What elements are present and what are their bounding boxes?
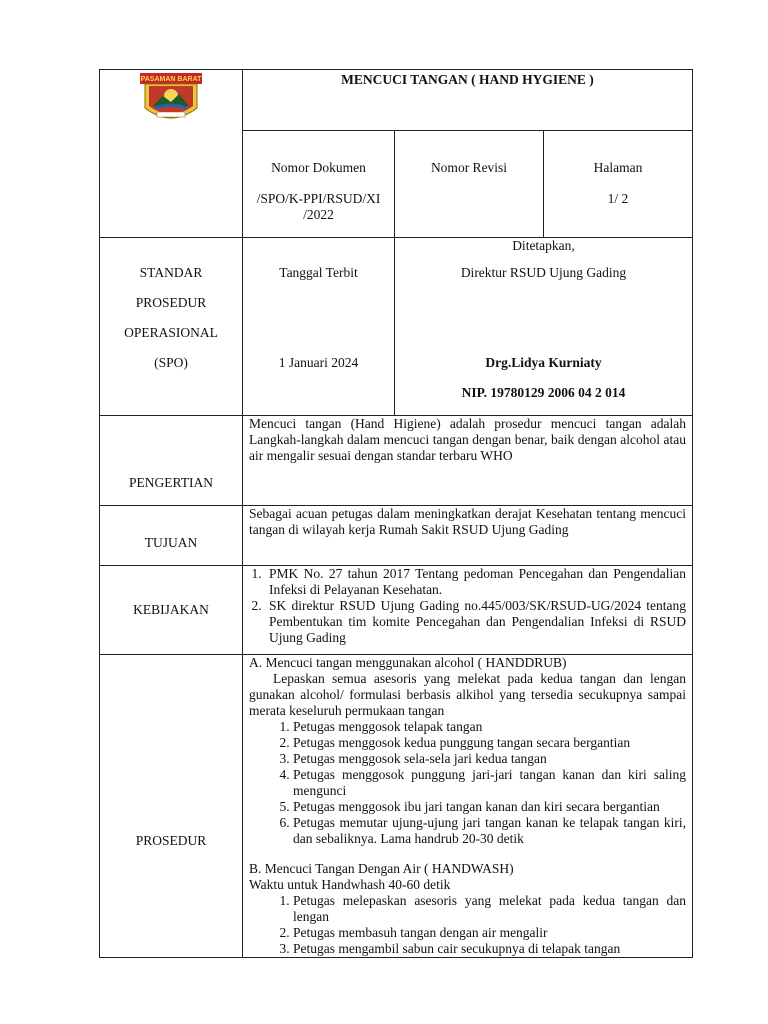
list-item: 1. Petugas melepaskan asesoris yang melekat pada kedua tangan dan lengan [293, 893, 686, 925]
prosedur-a-list [249, 719, 686, 847]
list-item: 1. Petugas menggosok telapak tangan [293, 719, 686, 735]
tujuan-label: TUJUAN [100, 506, 243, 566]
logo-cell [100, 70, 243, 238]
spo-label-cell [100, 238, 243, 416]
prosedur-a-title: A. Mencuci tangan menggunakan alcohol ( HANDDRUB) [249, 655, 567, 670]
tanggal-terbit-label: Tanggal Terbit [279, 265, 358, 280]
pengertian-text: Mencuci tangan (Hand Higiene) adalah prosedur mencuci tangan adalah Langkah-langkah dalam mencuci tangan dengan benar, baik dengan alcohol atau air mengalir sesuai dengan standar terbaru WHO [243, 416, 693, 506]
prosedur-b-list [249, 893, 686, 957]
list-item: 3. Petugas mengambil sabun cair secukupnya di telapak tangan [293, 941, 686, 957]
svg-text:PASAMAN BARAT: PASAMAN BARAT [140, 76, 202, 83]
tanggal-terbit-value: 1 Januari 2024 [278, 355, 359, 370]
prosedur-label: PROSEDUR [100, 655, 243, 958]
list-item: 2. SK direktur RSUD Ujung Gading no.445/003/SK/RSUD-UG/2024 tentang Pembentukan tim komite Pencegahan dan Pengendalian Infeksi di RSUD Ujung Gading [265, 598, 686, 646]
pasaman-barat-logo [139, 72, 203, 126]
pengesahan-cell [395, 238, 693, 416]
kebijakan-content [243, 566, 693, 655]
spo-line-operasional: OPERASIONAL [124, 325, 218, 340]
nomor-dokumen-label: Nomor Dokumen [271, 160, 366, 175]
prosedur-a-intro: Lepaskan semua asesoris yang melekat pada kedua tangan dan lengan gunakan alcohol/ formulasi berbasis alkihol yang tersedia secukupnya sampai merata keseluruh permukaan tangan [249, 671, 686, 718]
kebijakan-list [243, 566, 692, 646]
prosedur-content [243, 655, 693, 958]
list-item: 2. Petugas membasuh tangan dengan air mengalir [293, 925, 686, 941]
halaman-cell [544, 131, 693, 238]
nomor-dokumen-value: /SPO/K-PPI/RSUD/XI [256, 191, 381, 206]
spo-table [99, 69, 693, 958]
pengertian-label: PENGERTIAN [100, 416, 243, 506]
nomor-dokumen-value-cont: /2022 [303, 207, 334, 222]
list-item: 5. Petugas menggosok ibu jari tangan kanan dan kiri secara bergantian [293, 799, 686, 815]
spo-line-abbr: (SPO) [154, 355, 188, 370]
prosedur-b-time: Waktu untuk Handwhash 40-60 detik [249, 877, 451, 892]
list-item: 1. PMK No. 27 tahun 2017 Tentang pedoman Pencegahan dan Pengendalian Infeksi di Pelayanan Kesehatan. [265, 566, 686, 598]
halaman-label: Halaman [593, 160, 643, 175]
direktur-name: Drg.Lidya Kurniaty [485, 355, 602, 370]
list-item: 6. Petugas memutar ujung-ujung jari tangan kanan ke telapak tangan kiri, dan sebaliknya. Lama handrub 20-30 detik [293, 815, 686, 847]
ditetapkan-text: Ditetapkan, [512, 238, 575, 253]
halaman-value: 1/ 2 [607, 191, 629, 206]
list-item: 4. Petugas menggosok punggung jari-jari tangan kanan dan kiri saling mengunci [293, 767, 686, 799]
prosedur-b-title: B. Mencuci Tangan Dengan Air ( HANDWASH) [249, 861, 514, 876]
spo-line-prosedur: PROSEDUR [135, 295, 207, 310]
nomor-revisi-cell [395, 131, 544, 238]
nomor-dokumen-cell [243, 131, 395, 238]
tujuan-text: Sebagai acuan petugas dalam meningkatkan derajat Kesehatan tentang mencuci tangan di wilayah kerja Rumah Sakit RSUD Ujung Gading [243, 506, 693, 566]
list-item: 2. Petugas menggosok kedua punggung tangan secara bergantian [293, 735, 686, 751]
spo-line-standar: STANDAR [139, 265, 203, 280]
tanggal-terbit-cell [243, 238, 395, 416]
document-title: MENCUCI TANGAN ( HAND HYGIENE ) [243, 70, 693, 131]
direktur-nip: NIP. 19780129 2006 04 2 014 [461, 385, 626, 400]
list-item: 3. Petugas menggosok sela-sela jari kedua tangan [293, 751, 686, 767]
kebijakan-label: KEBIJAKAN [100, 566, 243, 655]
direktur-text: Direktur RSUD Ujung Gading [460, 265, 627, 280]
nomor-revisi-label: Nomor Revisi [430, 160, 508, 175]
